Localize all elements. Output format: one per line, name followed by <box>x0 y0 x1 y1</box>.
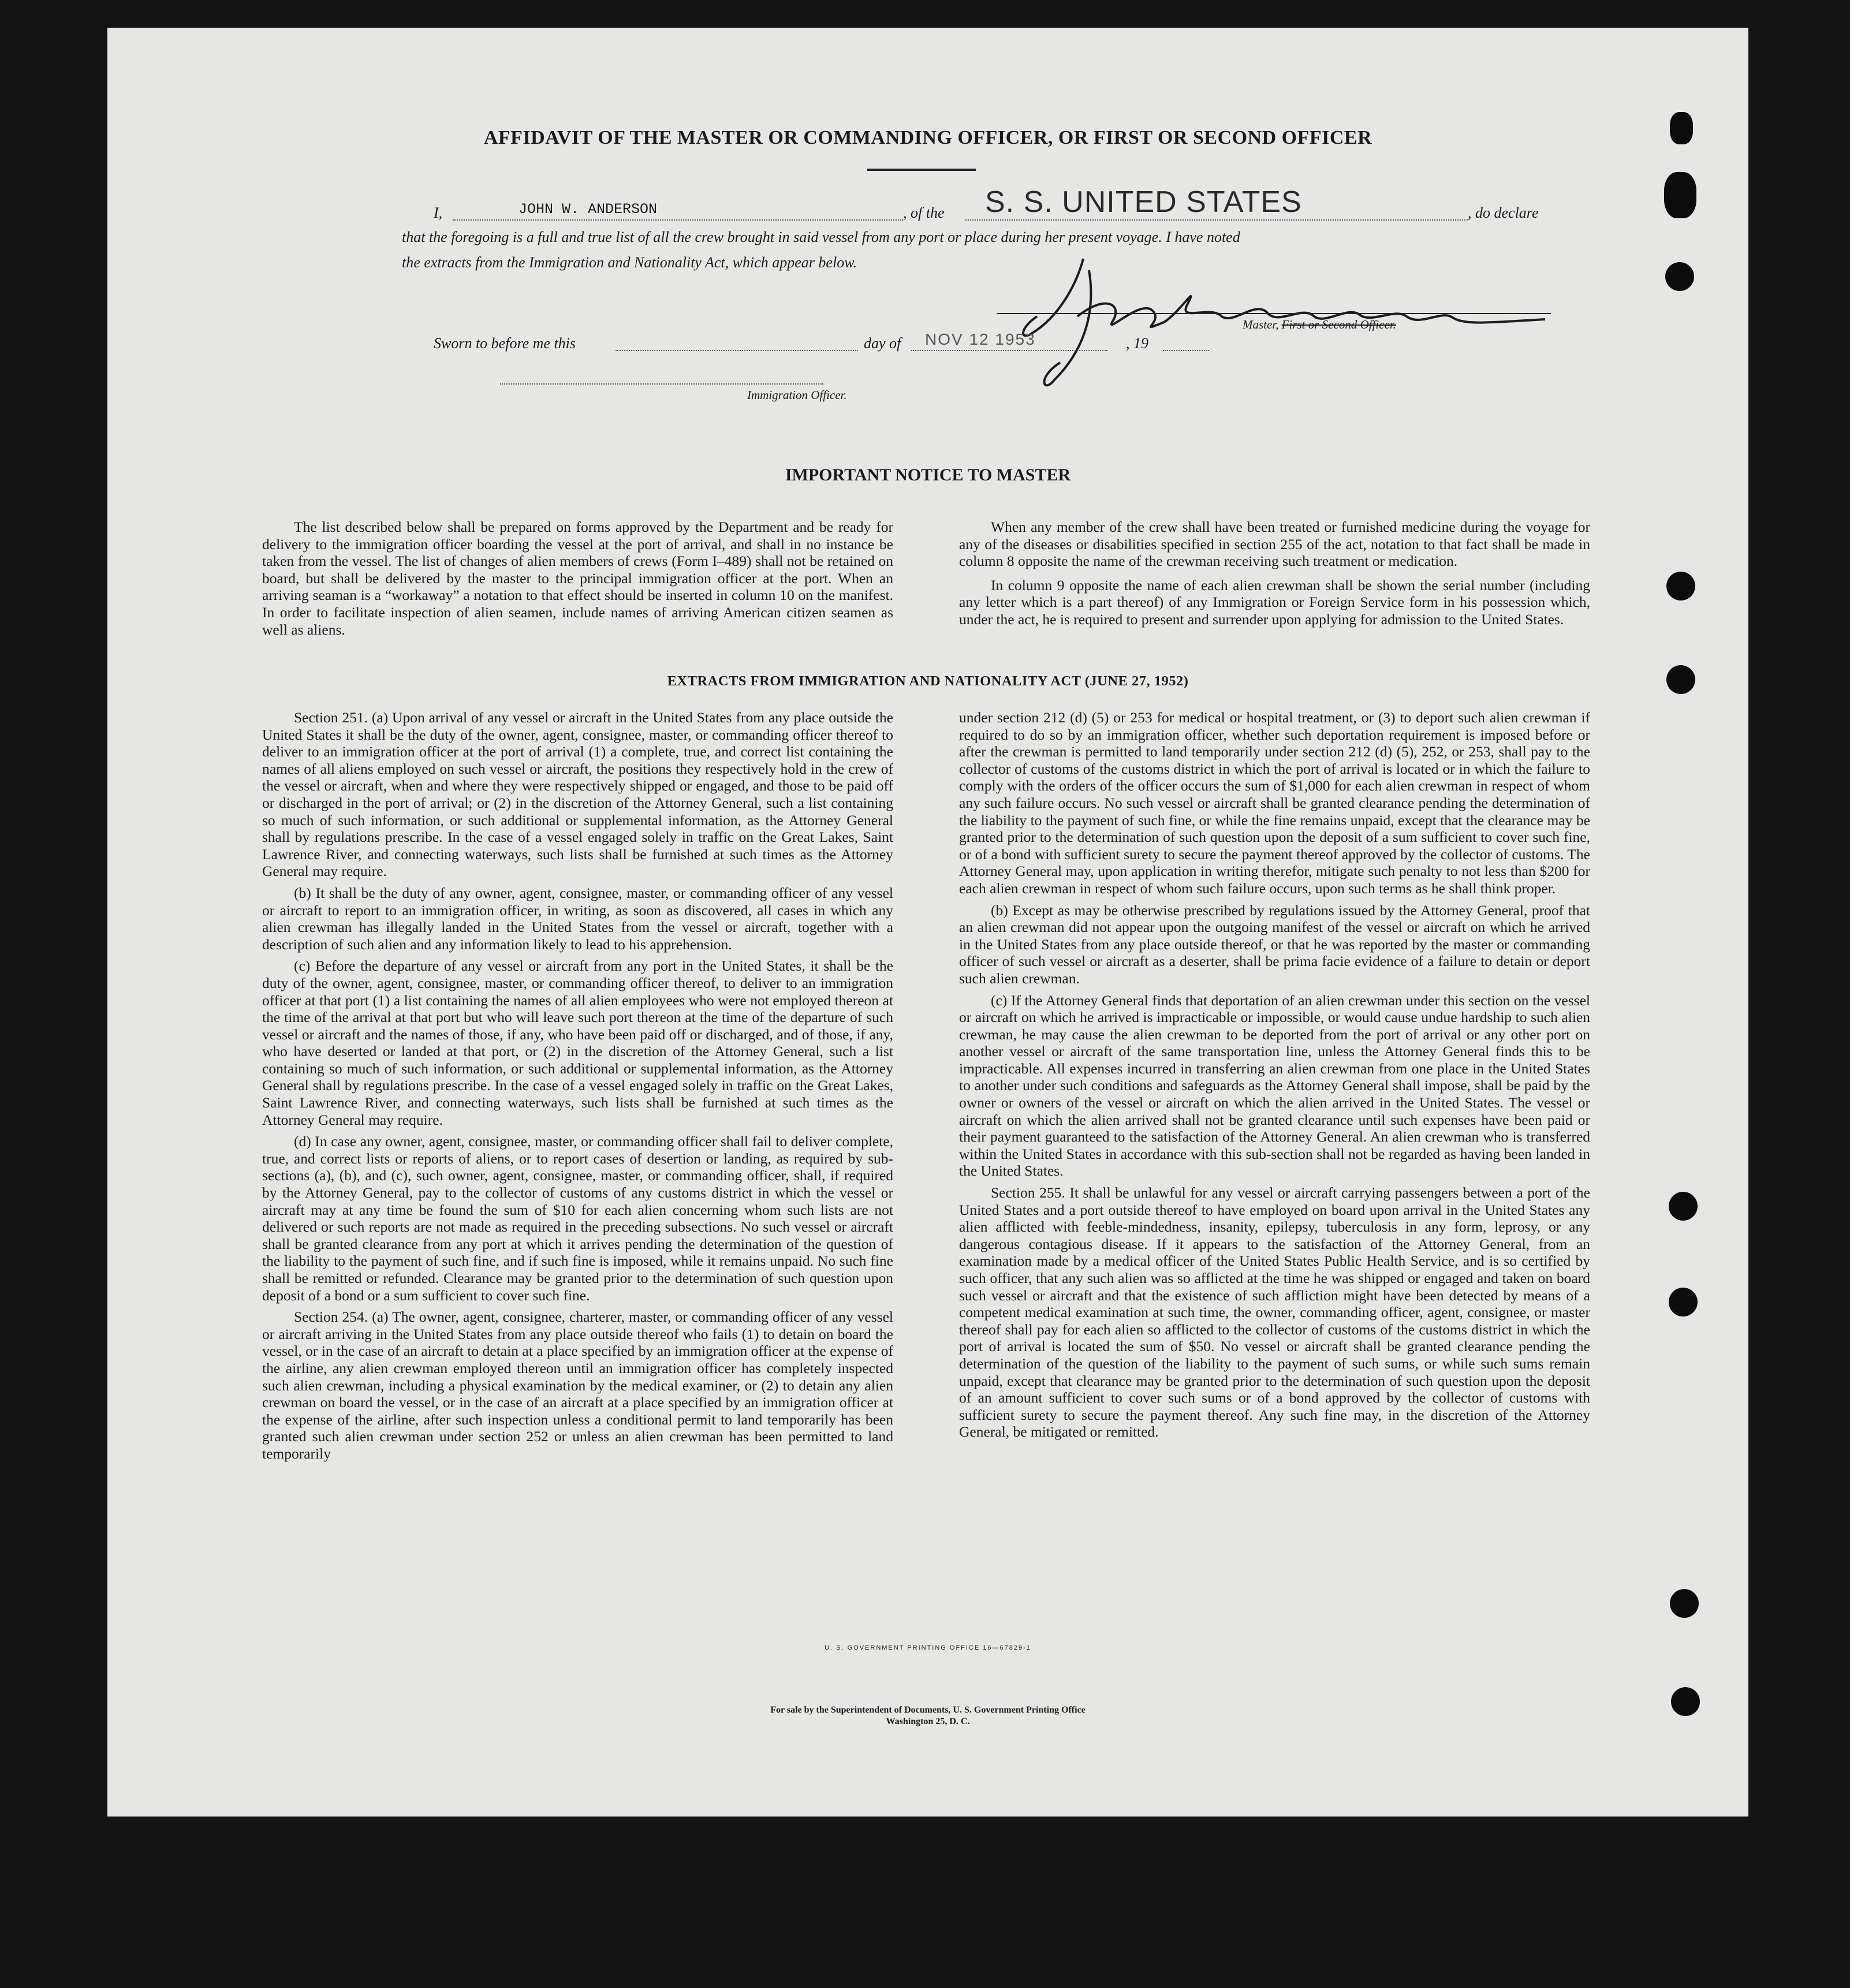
act-paragraph: Section 251. (a) Upon arrival of any vessel or aircraft in the United States from any place outside the United States it shall be the duty of the owner, agent, consignee, master, or commanding officer thereof to deliver to an immigration officer at the port of arrival (1) a complete, true, and correct list containing the names of all aliens employed on such vessel or aircraft, the positions they respectively hold in the crew of the vessel or aircraft, when and where they were respectively shipped or engaged, and those to be paid off or discharged in the port of arrival; or (2) in the discretion of the Attorney General, such a list containing so much of such information, or such additional or supplemental information, as the Attorney General shall by regulations prescribe. In the case of a vessel engaged solely in traffic on the Great Lakes, Saint Lawrence River, and connecting waterways, such lists shall be furnished at such times as the Attorney General may require. <box>262 709 893 880</box>
act-paragraph: (d) In case any owner, agent, consignee, master, or commanding officer shall fail to deliver complete, true, and correct lists or reports of aliens, or to report cases of desertion or landing, as required by sub-sections (a), (b), and (c), such owner, agent, consignee, master, or commanding officer, shall, if required by the Attorney General, pay to the collector of customs of any customs district in which the vessel or aircraft may at any time be found the sum of $10 for each alien concerning whom such lists are not delivered or such reports are not made as required in the preceding subsections. No such vessel or aircraft shall be granted clearance from any port at which it arrives pending the determination of the question of the liability to the payment of such fine, and if such fine is imposed, while it remains unpaid. No such fine shall be remitted or refunded. Clearance may be granted prior to the determination of such question upon deposit of a bond or a sum sufficient to cover such fine. <box>262 1133 893 1304</box>
month-dotted-line <box>911 349 1107 351</box>
punch-hole <box>1669 1288 1698 1316</box>
punch-hole <box>1670 1589 1699 1618</box>
punch-hole <box>1666 572 1695 600</box>
declarant-prefix: I, <box>434 204 443 221</box>
torn-hole <box>1664 172 1696 218</box>
torn-hole <box>1670 112 1693 144</box>
notice-paragraph: In column 9 opposite the name of each alien crewman shall be shown the serial number (including any letter which is a part thereof) of any Immigration or Foreign Service form in his possession which, under the act, he is required to present and surrender upon applying for admission to the United States. <box>959 576 1590 628</box>
title-rule <box>867 169 976 171</box>
notice-left-column <box>262 519 893 638</box>
vessel-name: S. S. UNITED STATES <box>985 185 1302 219</box>
day-of-label: day of <box>864 335 901 352</box>
act-paragraph: (b) It shall be the duty of any owner, agent, consignee, master, or commanding officer of any vessel or aircraft to report to an immigration officer, in writing, as soon as discovered, all cases in which any alien crewman has illegally landed in the United States from the vessel or aircraft, together with a description of such alien and any information likely to lead to his apprehension. <box>262 884 893 953</box>
master-name: JOHN W. ANDERSON <box>519 201 658 218</box>
struck-officer-caption: First or Second Officer. <box>1281 318 1396 331</box>
notice-right-column <box>959 519 1590 628</box>
act-paragraph: (c) If the Attorney General finds that deportation of an alien crewman under this section on the vessel or aircraft on which he arrived is impracticable or impossible, or would cause undue hardship to such alien crewman, he may cause the alien crewman to be deported from the port of arrival or any other port on another vessel or aircraft of the same transportation line, unless the Attorney General finds this to be impracticable. All expenses incurred in transferring an alien crewman from one place in the United States to another under such conditions and safeguards as the Attorney General shall impose, shall be paid by the owner or owners of the vessel or aircraft on which the alien arrived in the United States. The vessel or aircraft on which the alien arrived shall not be granted clearance until such expenses have been paid or their payment guaranteed to the satisfaction of the Attorney General. An alien crewman who is transferred within the United States in accordance with this sub-section shall not be regarded as having been landed in the United States. <box>959 991 1590 1180</box>
year-prefix: , 19 <box>1126 335 1148 352</box>
sale-notice-line-2: Washington 25, D. C. <box>886 1717 970 1726</box>
sworn-day-dotted-line <box>616 349 858 351</box>
of-the-label: , of the <box>903 204 945 221</box>
name-dotted-line <box>453 218 903 221</box>
notice-paragraph: When any member of the crew shall have been treated or furnished medicine during the voyage for any of the diseases or disabilities specified in section 255 of the act, notation to that fact shall be made in column 8 opposite the name of the crewman receiving such treatment or medication. <box>959 519 1590 570</box>
sworn-label: Sworn to before me this <box>434 335 576 352</box>
sale-notice-line-1: For sale by the Superintendent of Documents, U. S. Government Printing Office <box>770 1705 1086 1715</box>
notice-paragraph: The list described below shall be prepared on forms approved by the Department and be ready for delivery to the immigration officer boarding the vessel at the port of arrival, and shall in no instance be taken from the vessel. The list of changes of alien members of crews (Form I–489) shall not be retained on board, but shall be delivered by the master to the principal immigration officer at the port. When an arriving seaman is a “workaway” a notation to that effect should be inserted in column 10 on the manifest. In order to facilitate inspection of alien seamen, include names of arriving American citizen seamen as well as aliens. <box>262 519 893 638</box>
notice-title: IMPORTANT NOTICE TO MASTER <box>785 465 1071 484</box>
extracts-right-column <box>959 709 1590 1441</box>
extracts-left-column <box>262 709 893 1463</box>
act-paragraph: under section 212 (d) (5) or 253 for medical or hospital treatment, or (3) to deport such alien crewman if required to do so by an immigration officer, whether such deportation requirement is imposed before or after the crewman is permitted to land temporarily under section 212 (d) (5), 252, or 253, shall pay to the collector of customs of the customs district in which the port of arrival is located or in which the failure to comply with the orders of the officer occurs the sum of $1,000 for each alien crewman in respect of whom any such failure occurs. No such vessel or aircraft shall be granted clearance pending the determination of the liability to the payment of such fine, or while the fine remains unpaid, except that the clearance may be granted prior to the determination of such question upon the deposit of a sum sufficient to cover such fine, or of a bond with sufficient surety to secure the payment thereof approved by the collector of customs. The Attorney General may, upon application in writing therefor, mitigate such penalty to not less than $200 for each alien crewman in respect of whom such failure occurs, upon such terms as he shall think proper. <box>959 709 1590 897</box>
master-caption-text: Master, <box>1243 318 1279 331</box>
act-paragraph: Section 255. It shall be unlawful for any vessel or aircraft carrying passengers between a port of the United States and a port outside thereof to have employed on board upon arrival in the United States any alien afflicted with feeble-mindedness, insanity, epilepsy, tuberculosis in any form, leprosy, or any dangerous contagious disease. If it appears to the satisfaction of the Attorney General, from an examination made by a medical officer of the United States Public Health Service, and is so certified by such officer, that any such alien was so afflicted at the time he was shipped or engaged and taken on board such vessel or aircraft and that the existence of such affliction might have been detected by means of a competent medical examination at such time, the owner, commanding officer, agent, consignee, or master thereof shall pay for each alien so afflicted to the collector of customs of the customs district in which the port of arrival is located the sum of $50. No vessel or aircraft shall be granted clearance pending the determination of the question of the liability to the payment of such sums, or while such sums remain unpaid, except that clearance may be granted prior to the determination of such question upon the deposit of an amount sufficient to cover such sums or of a bond approved by the collector of customs with sufficient surety to secure the payment thereof. Any such fine may, in the discretion of the Attorney General, be mitigated or remitted. <box>959 1184 1590 1441</box>
immigration-officer-line <box>500 382 823 385</box>
signature-line <box>997 313 1551 314</box>
master-caption <box>1243 318 1396 332</box>
act-paragraph: Section 254. (a) The owner, agent, consignee, charterer, master, or commanding officer of any vessel or aircraft arriving in the United States from any place outside thereof who fails (1) to detain on board the vessel, or in the case of an aircraft to detain at a place specified by an immigration officer at the expense of the airline, any alien crewman employed thereon until an immigration officer has completely inspected such alien crewman, including a physical examination by the medical examiner, or (2) to detain any alien crewman on board the vessel, or in the case of an aircraft at a place specified by an immigration officer at the expense of the airline, after such inspection unless a conditional permit to land temporarily has been granted such alien crewman under section 252 or unless an alien crewman has been permitted to land temporarily <box>262 1308 893 1462</box>
act-paragraph: (c) Before the departure of any vessel or aircraft from any port in the United States, it shall be the duty of the owner, agent, consignee, master, or commanding officer thereof, to deliver to an immigration officer at that port (1) a list containing the names of all alien employees who were not employed thereon at the time of the arrival at that port but who will leave such port thereon at the time of the departure of such vessel or aircraft and the names of those, if any, who have been paid off or discharged, and of those, if any, who have deserted or landed at that port, or (2) in the discretion of the Attorney General, such a list containing so much of such information, or such additional or supplemental information, as the Attorney General shall by regulations prescribe. In the case of a vessel engaged solely in traffic on the Great Lakes, Saint Lawrence River, and connecting waterways, such lists shall be furnished at such times as the Attorney General may require. <box>262 957 893 1128</box>
punch-hole <box>1669 1192 1698 1221</box>
punch-hole <box>1665 262 1694 291</box>
extracts-title: EXTRACTS FROM IMMIGRATION AND NATIONALITY ACT (JUNE 27, 1952) <box>667 673 1189 689</box>
date-stamp: NOV 12 1953 <box>925 330 1036 348</box>
year-dotted-line <box>1163 349 1209 351</box>
gpo-line: U. S. GOVERNMENT PRINTING OFFICE 16—67829-1 <box>825 1644 1031 1651</box>
act-paragraph: (b) Except as may be otherwise prescribed by regulations issued by the Attorney General, proof that an alien crewman did not appear upon the outgoing manifest of the vessel or aircraft on which he arrived in the United States from any place outside thereof, or that he was reported by the master or commanding officer of such vessel or aircraft as a deserter, shall be prima facie evidence of a failure to detain or deport such alien crewman. <box>959 901 1590 987</box>
immigration-officer-caption: Immigration Officer. <box>747 388 847 402</box>
punch-hole <box>1666 665 1695 694</box>
statement-line-1: that the foregoing is a full and true list of all the crew brought in said vessel from any port or place during her present voyage. I have noted <box>402 229 1240 245</box>
punch-hole <box>1671 1687 1700 1716</box>
statement-line-2: the extracts from the Immigration and Nationality Act, which appear below. <box>402 254 857 271</box>
document-page <box>107 28 1748 1817</box>
affidavit-title: AFFIDAVIT OF THE MASTER OR COMMANDING OFFICER, OR FIRST OR SECOND OFFICER <box>483 127 1372 148</box>
do-declare-label: , do declare <box>1468 204 1539 221</box>
